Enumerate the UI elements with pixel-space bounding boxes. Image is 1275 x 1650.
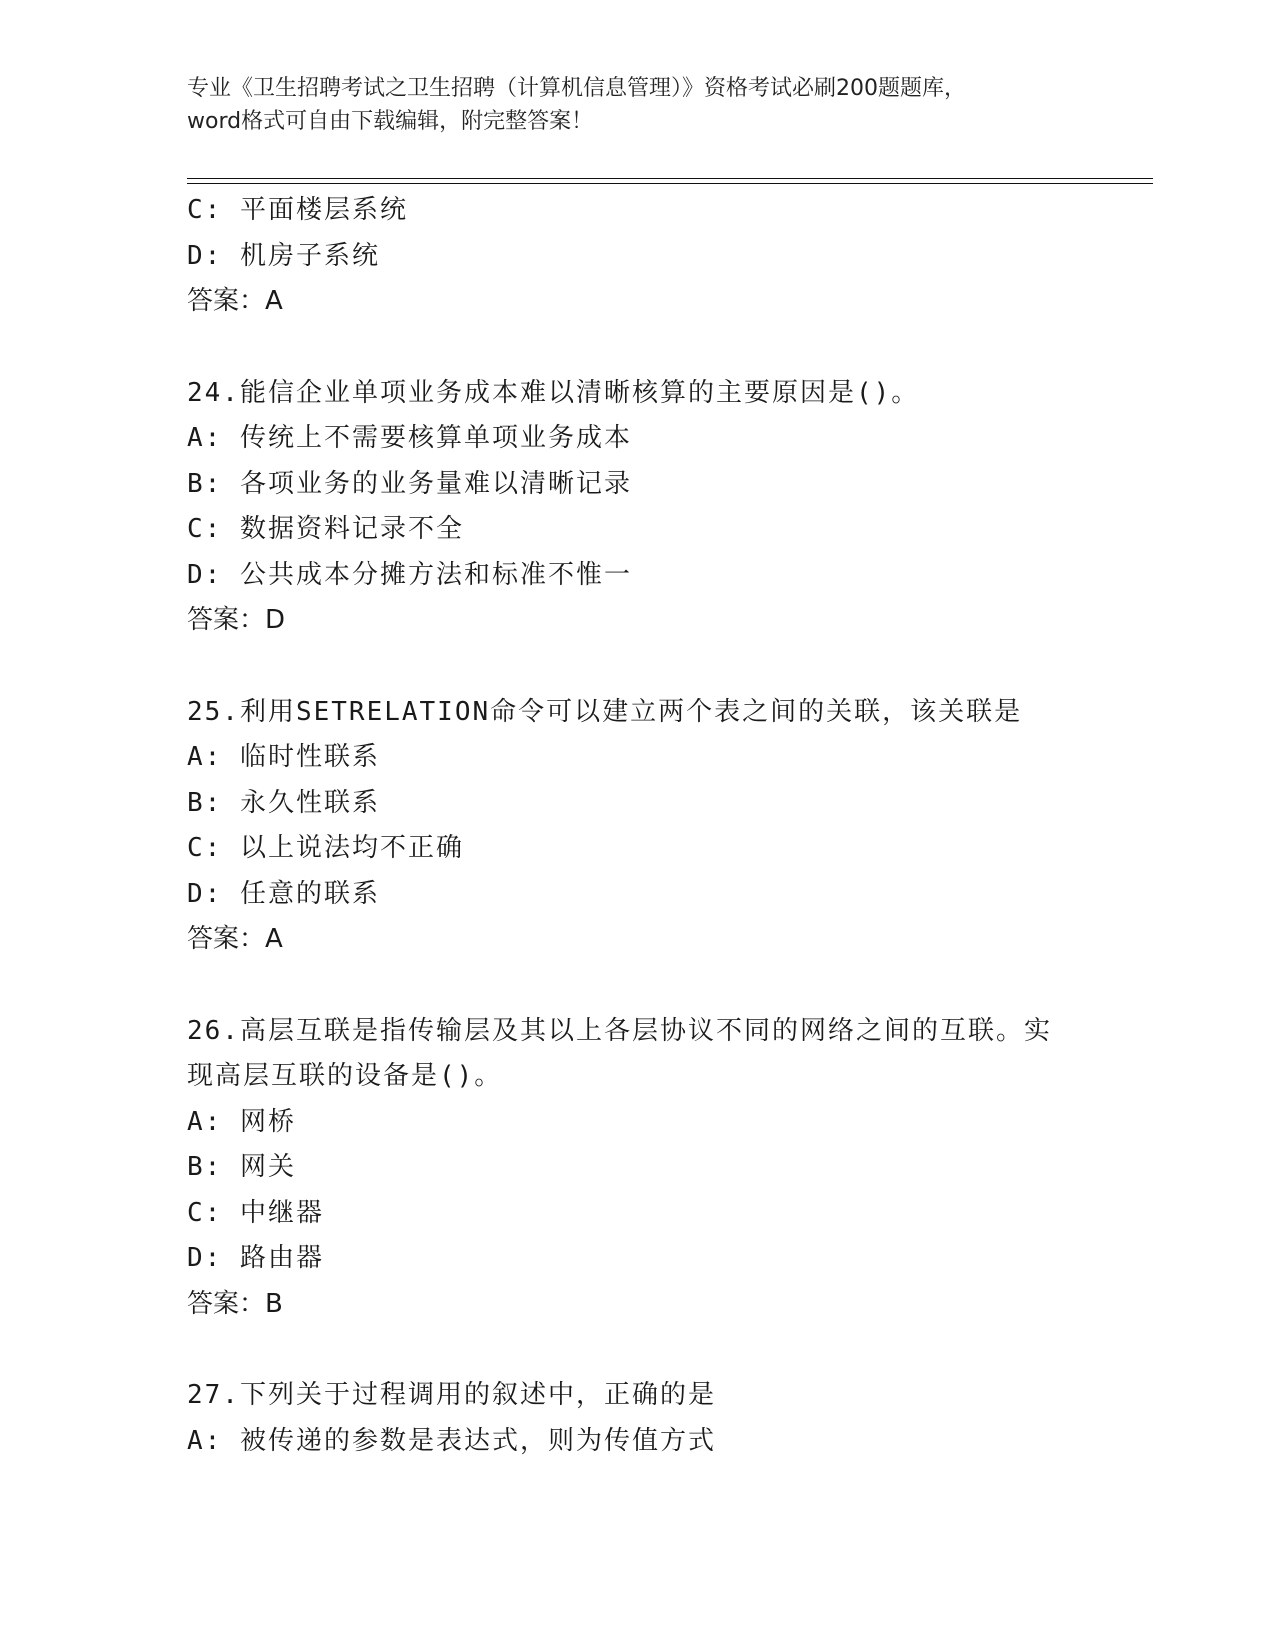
option-b: B: 各项业务的业务量难以清晰记录: [187, 468, 632, 499]
document-header: [187, 72, 1087, 138]
option-b: B: 永久性联系: [187, 787, 380, 818]
option-c: C: 数据资料记录不全: [187, 514, 464, 544]
option-c: C: 平面楼层系统: [187, 195, 408, 225]
spacer: [187, 963, 1153, 1009]
question-block-25: [187, 690, 1153, 963]
spacer: [187, 1327, 1153, 1373]
header-title-line2: word格式可自由下载编辑，附完整答案！: [187, 109, 594, 134]
option-d: D: 公共成本分摊方法和标准不惟一: [187, 559, 632, 590]
option-c: C: 中继器: [187, 1197, 324, 1228]
header-title-line1: 专业《卫生招聘考试之卫生招聘（计算机信息管理）》资格考试必刷200题题库，: [187, 76, 966, 101]
option-d: D: 任意的联系: [187, 878, 380, 909]
question-list: [187, 188, 1153, 1464]
option-a: A: 临时性联系: [187, 742, 380, 772]
question-text-line1: 26.高层互联是指传输层及其以上各层协议不同的网络之间的互联。实: [187, 1015, 1052, 1046]
option-d: D: 路由器: [187, 1243, 324, 1273]
question-text-line2: 现高层互联的设备是()。: [187, 1061, 503, 1091]
spacer: [187, 325, 1153, 371]
answer-line: 答案：A: [187, 924, 283, 954]
answer-line: 答案：D: [187, 605, 286, 635]
question-block-26: [187, 1009, 1153, 1328]
option-d: D: 机房子系统: [187, 240, 380, 271]
option-a: A: 网桥: [187, 1106, 296, 1137]
spacer: [187, 644, 1153, 690]
question-block-27: [187, 1373, 1153, 1464]
question-text: 25.利用SETRELATION命令可以建立两个表之间的关联，该关联是: [187, 696, 1023, 727]
header-divider-top: [187, 178, 1153, 179]
header-divider-bottom: [187, 183, 1153, 184]
answer-line: 答案：A: [187, 286, 283, 316]
option-a: A: 被传递的参数是表达式，则为传值方式: [187, 1425, 716, 1456]
option-a: A: 传统上不需要核算单项业务成本: [187, 423, 632, 453]
question-block-23: [187, 188, 1153, 325]
question-block-24: [187, 371, 1153, 644]
option-b: B: 网关: [187, 1152, 296, 1182]
question-text: 27.下列关于过程调用的叙述中，正确的是: [187, 1380, 716, 1410]
option-c: C: 以上说法均不正确: [187, 833, 464, 863]
answer-line: 答案：B: [187, 1288, 283, 1319]
question-text: 24.能信企业单项业务成本难以清晰核算的主要原因是()。: [187, 377, 920, 408]
